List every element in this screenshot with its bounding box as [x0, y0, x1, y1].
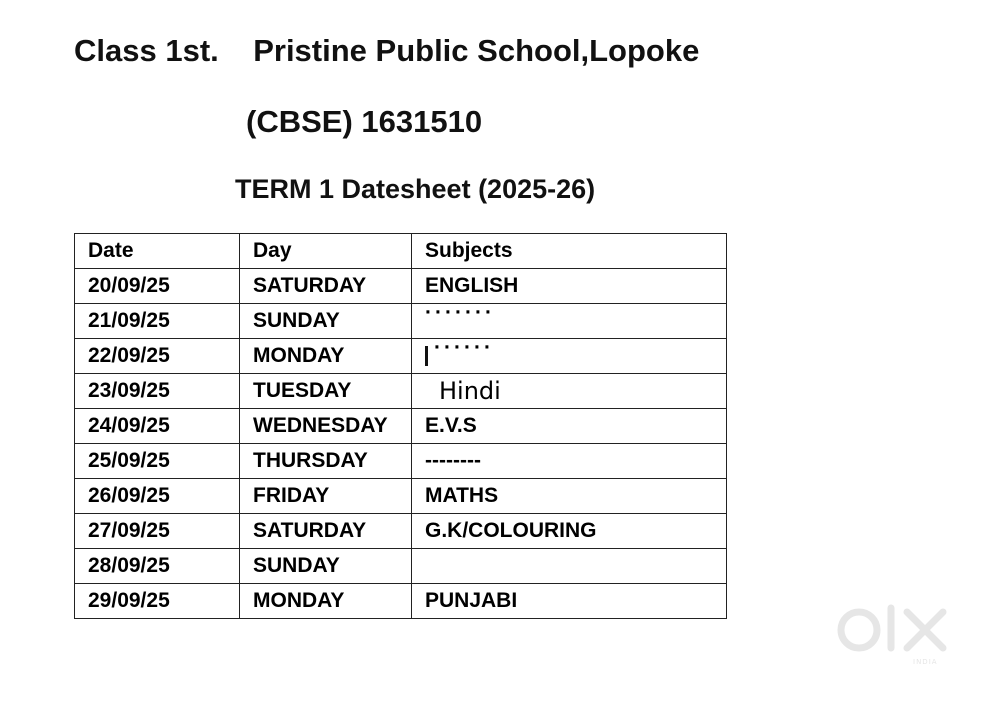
cell-day: SUNDAY: [240, 549, 412, 584]
title-datesheet: TERM 1 Datesheet (2025-26): [235, 174, 596, 204]
cell-subject: [412, 549, 727, 584]
dashed-placeholder: --------: [425, 449, 481, 472]
cell-subject: [412, 339, 727, 374]
cell-date: 24/09/25: [75, 409, 240, 444]
table-row: [75, 304, 727, 339]
cell-subject: ENGLISH: [412, 269, 727, 304]
cell-subject: PUNJABI: [412, 584, 727, 619]
title-cbse-code: (CBSE) 1631510: [246, 104, 483, 139]
cell-subject: G.K/COLOURING: [412, 514, 727, 549]
olx-watermark-logo: [835, 600, 965, 670]
cell-date: 20/09/25: [75, 269, 240, 304]
table-row: [75, 409, 727, 444]
watermark-sub-label: INDIA: [913, 658, 938, 666]
table-row: [75, 479, 727, 514]
dotted-placeholder: ······: [434, 338, 494, 359]
datesheet-table: [74, 233, 727, 619]
cell-day: SATURDAY: [240, 269, 412, 304]
column-header-date: Date: [75, 234, 240, 269]
cell-subject: MATHS: [412, 479, 727, 514]
cell-date: 27/09/25: [75, 514, 240, 549]
cell-date: 23/09/25: [75, 374, 240, 409]
cell-day: MONDAY: [240, 584, 412, 619]
column-header-day: Day: [240, 234, 412, 269]
title-class-school: Class 1st. Pristine Public School,Lopoke: [74, 33, 700, 68]
cell-date: 26/09/25: [75, 479, 240, 514]
cell-day: WEDNESDAY: [240, 409, 412, 444]
dotted-placeholder: ·······: [425, 303, 495, 324]
cell-day: SATURDAY: [240, 514, 412, 549]
table-row: [75, 549, 727, 584]
cell-date: 21/09/25: [75, 304, 240, 339]
cell-day: THURSDAY: [240, 444, 412, 479]
cell-date: 28/09/25: [75, 549, 240, 584]
table-row: [75, 584, 727, 619]
cell-day: FRIDAY: [240, 479, 412, 514]
table-row: [75, 339, 727, 374]
cell-date: 29/09/25: [75, 584, 240, 619]
table-row: [75, 514, 727, 549]
table-row: [75, 269, 727, 304]
cell-date: 22/09/25: [75, 339, 240, 374]
table-header-row: [75, 234, 727, 269]
cell-date: 25/09/25: [75, 444, 240, 479]
cell-day: MONDAY: [240, 339, 412, 374]
table-row: [75, 374, 727, 409]
cell-day: TUESDAY: [240, 374, 412, 409]
cell-subject: [412, 304, 727, 339]
cell-subject: E.V.S: [412, 409, 727, 444]
column-header-subjects: Subjects: [412, 234, 727, 269]
pen-stroke-mark: [425, 346, 428, 366]
cell-subject: [412, 374, 727, 409]
table-row: [75, 444, 727, 479]
cell-day: SUNDAY: [240, 304, 412, 339]
cell-subject: [412, 444, 727, 479]
handwritten-subject: Hindi: [439, 377, 501, 405]
